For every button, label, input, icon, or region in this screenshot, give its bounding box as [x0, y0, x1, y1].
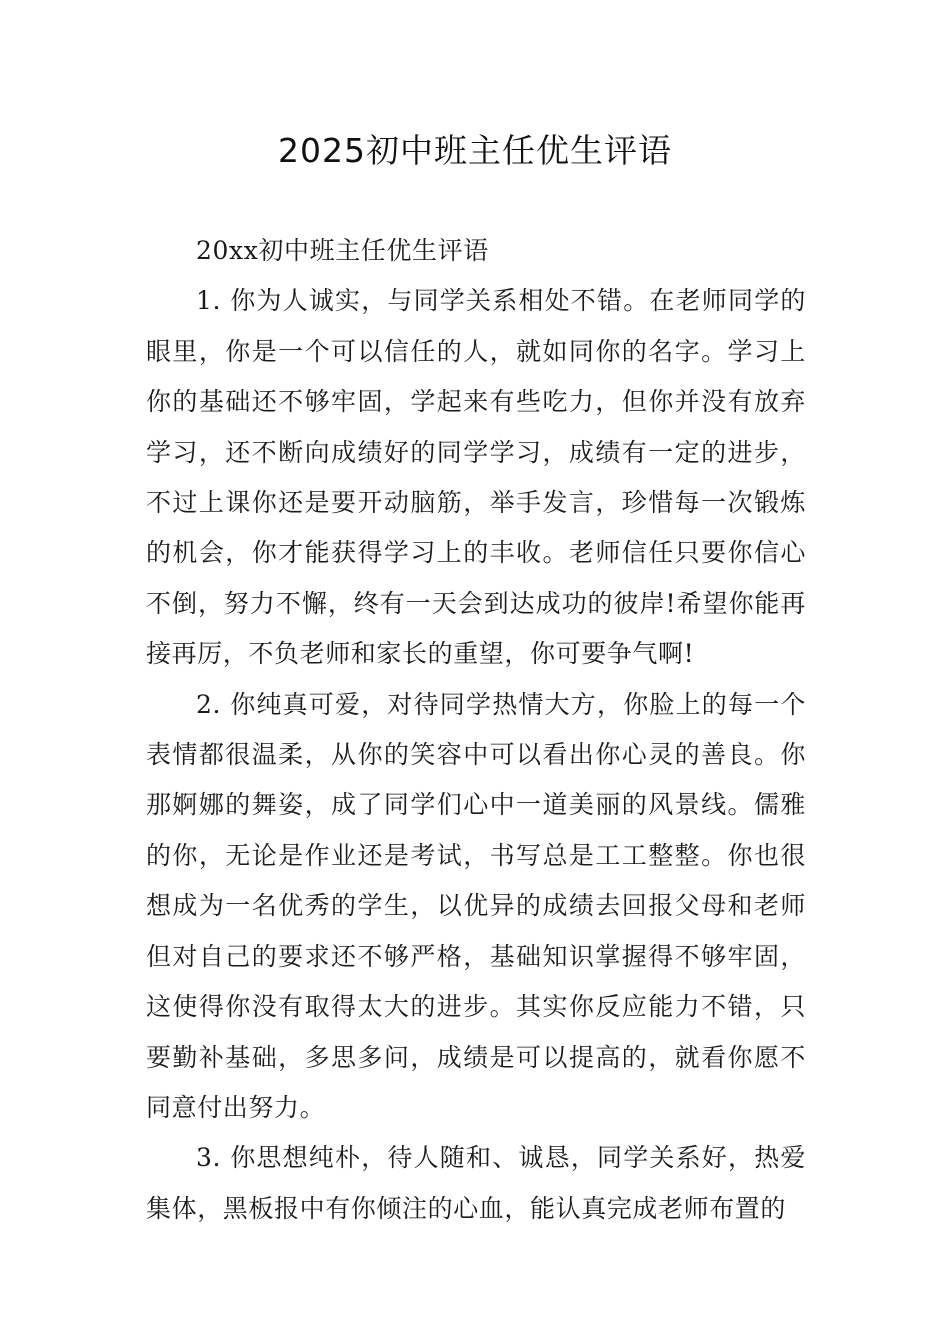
comment-paragraph-2: 2. 你纯真可爱，对待同学热情大方，你脸上的每一个表情都很温柔，从你的笑容中可以看出你心灵的善良。你那婀娜的舞姿，成了同学们心中一道美丽的风景线。儒雅的你，无论是作业还是考试，书写总是工工整整。你也很想成为一名优秀的学生，以优异的成绩去回报父母和老师但对自己的要求还不够严格，基础知识掌握得不够牢固，这使得你没有取得太大的进步。其实你反应能力不错，只要勤补基础，多思多问，成绩是可以提高的，就看你愿不同意付出努力。	[146, 689, 806, 1122]
document-body	[146, 226, 806, 1234]
comment-paragraph-3: 3. 你思想纯朴，待人随和、诚恳，同学关系好，热爱集体，黑板报中有你倾注的心血，能认真完成老师布置的	[146, 1143, 806, 1223]
comment-paragraph-1: 1. 你为人诚实，与同学关系相处不错。在老师同学的眼里，你是一个可以信任的人，就如同你的名字。学习上你的基础还不够牢固，学起来有些吃力，但你并没有放弃学习，还不断向成绩好的同学学习，成绩有一定的进步，不过上课你还是要开动脑筋，举手发言，珍惜每一次锻炼的机会，你才能获得学习上的丰收。老师信任只要你信心不倒，努力不懈，终有一天会到达成功的彼岸!希望你能再接再厉，不负老师和家长的重望，你可要争气啊!	[146, 286, 806, 669]
subtitle-paragraph: 20xx初中班主任优生评语	[196, 236, 489, 265]
document-title: 2025初中班主任优生评语	[278, 131, 672, 170]
